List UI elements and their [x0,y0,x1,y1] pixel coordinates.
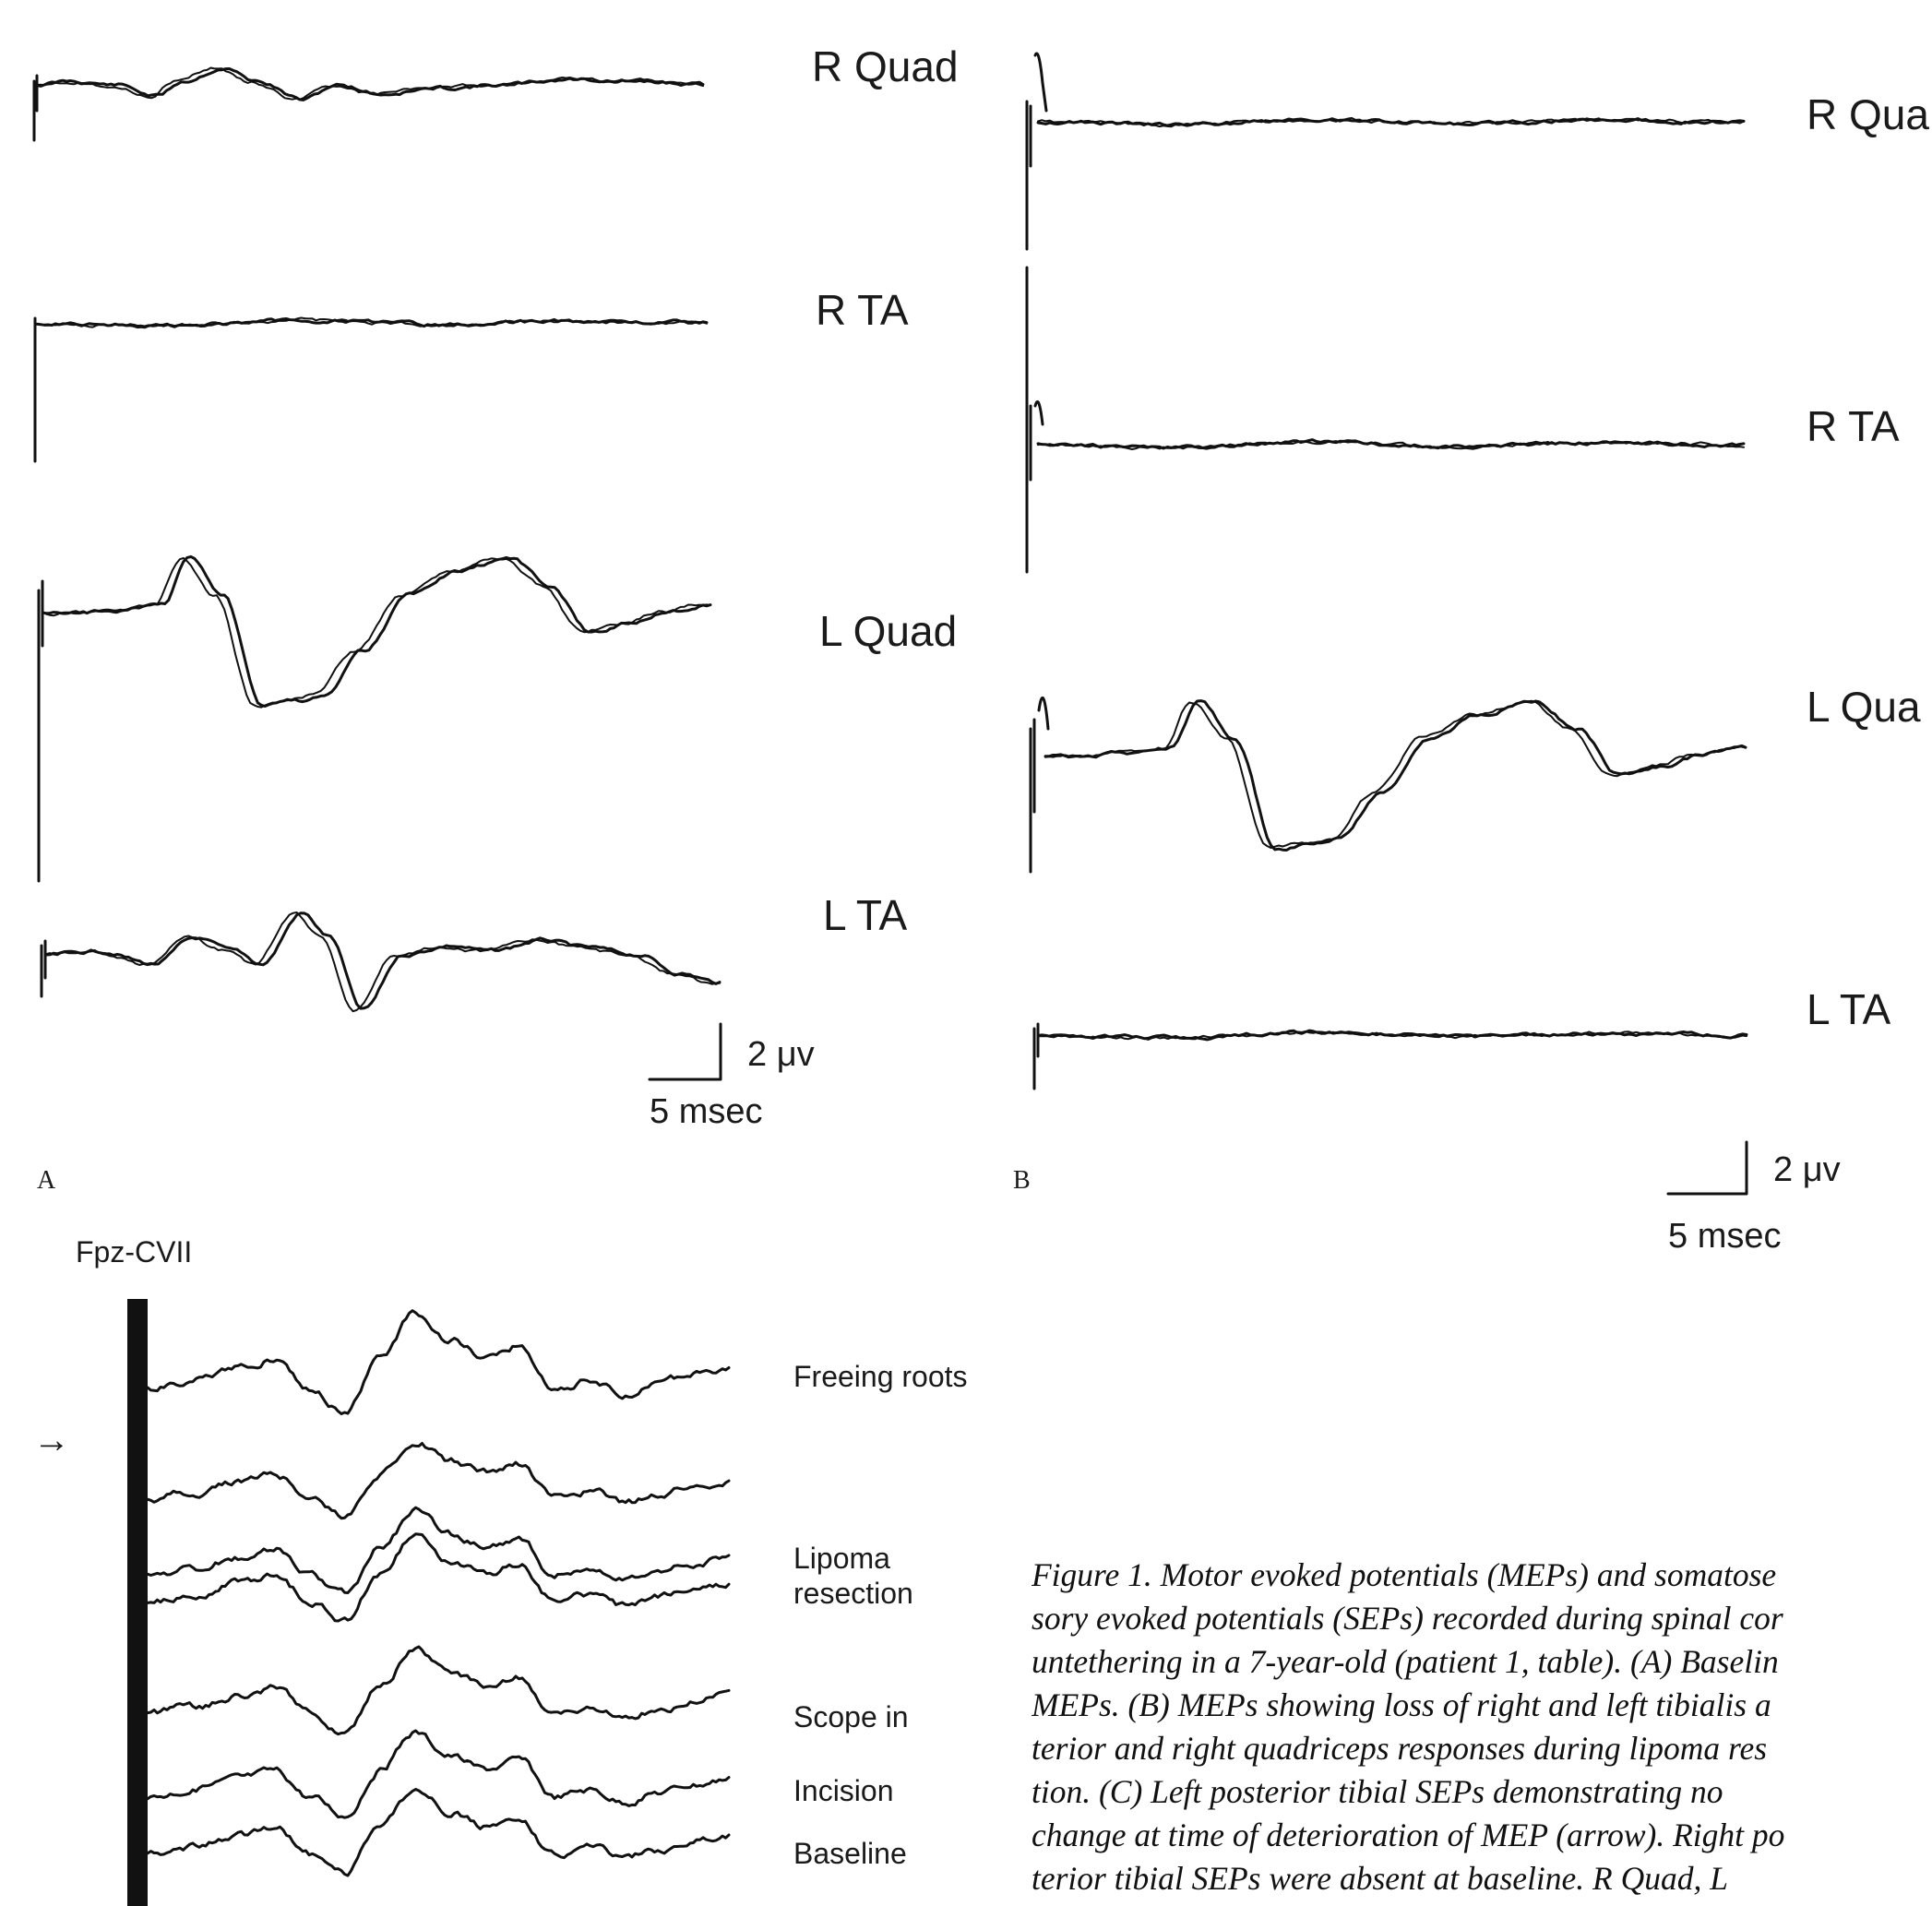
panel-c-label-freeing-roots: Freeing roots [793,1360,968,1393]
caption-line: terior and right quadriceps responses during lipoma res [1032,1730,1768,1767]
panel-b-trace-r-ta [1027,268,1900,572]
panel-a-trace-l-quad-path-1 [42,556,710,706]
panel-c [33,1235,968,1906]
panel-a-trace-r-quad-artifact [34,76,37,140]
panel-a-scale-time: 5 msec [650,1092,763,1131]
panel-a-trace-l-ta [42,891,908,1011]
panel-c-montage-label: Fpz-CVII [76,1235,193,1269]
panel-c-arrow: → [33,1420,70,1460]
panel-a-trace-r-quad [34,42,959,140]
panel-c-trace-freeing-roots [148,1311,729,1414]
panel-a-trace-l-quad-artifact [39,581,42,881]
panel-b-scale-bar [1668,1142,1841,1256]
panel-b-label-r-quad: R Qua [1807,90,1929,138]
panel-b-trace-l-quad [1031,683,1921,872]
caption-line: MEPs. (B) MEPs showing loss of right and left tibialis a [1032,1686,1771,1723]
panel-a-trace-l-quad-path-2 [42,558,710,708]
panel-c-stimulus-bar [127,1299,148,1906]
panel-a-label-r-quad: R Quad [812,42,959,90]
caption-line: change at time of deterioration of MEP (arrow). Right po [1032,1817,1785,1853]
panel-c-trace-baseline [148,1790,729,1876]
caption-line: tion. (C) Left posterior tibial SEPs demonstrating no [1032,1773,1723,1810]
panel-b-scale-bar-lines [1668,1142,1747,1194]
panel-b-trace-l-quad-path-1 [1045,701,1746,851]
panel-b-trace-r-quad-artifact [1027,54,1046,249]
panel-b-trace-r-quad [1027,54,1929,249]
panel-b-scale-time: 5 msec [1668,1217,1782,1256]
panel-b-trace-l-quad-artifact [1031,697,1048,872]
panel-b [1013,54,1929,1256]
figure-caption-text [1032,1554,1932,1900]
caption-line: terior tibial SEPs were absent at baseline. R Quad, L [1032,1860,1728,1897]
panel-b-scale-amplitude: 2 μv [1773,1150,1841,1189]
panel-b-trace-l-quad-path-2 [1045,701,1746,848]
panel-c-label-incision: Incision [793,1774,894,1807]
panel-a-scale-bar-lines [650,1024,721,1079]
panel-b-trace-l-ta [1034,985,1891,1089]
panel-a-scale-bar [650,1024,815,1131]
panel-b-trace-l-ta-artifact [1034,1024,1038,1089]
panel-a-trace-r-ta [35,286,909,461]
panel-a-label-l-quad: L Quad [819,607,958,655]
panel-a-label-r-ta: R TA [816,286,909,334]
panel-c-label-resection: resection [793,1577,913,1610]
caption-line: untethering in a 7-year-old (patient 1, table). (A) Baselin [1032,1643,1779,1680]
panel-a-trace-r-quad-path-2 [37,68,703,100]
panel-a-trace-l-ta-path-1 [46,913,720,1008]
panel-a-trace-l-quad [39,556,957,881]
panel-c-label-baseline: Baseline [793,1837,907,1870]
figure-caption [1032,1554,1932,1906]
panel-c-trace-scope-in [148,1647,729,1734]
panel-a [34,42,959,1195]
panel-b-label-l-quad: L Qua [1807,683,1921,731]
panel-a-trace-l-ta-artifact [42,941,45,996]
caption-line: sory evoked potentials (SEPs) recorded during spinal cor [1032,1600,1783,1637]
panel-b-label-l-ta: L TA [1807,985,1891,1033]
panel-c-label-scope-in: Scope in [793,1700,909,1733]
caption-line: Figure 1. Motor evoked potentials (MEPs) and somatose [1032,1556,1777,1593]
panel-b-letter: B [1013,1166,1031,1195]
panel-b-trace-r-ta-artifact [1027,268,1043,572]
panel-c-label-lipoma: Lipoma [793,1542,890,1575]
panel-a-trace-l-ta-path-2 [46,912,720,1011]
panel-a-label-l-ta: L TA [823,891,908,939]
panel-a-letter: A [37,1166,56,1195]
panel-a-scale-amplitude: 2 μv [747,1035,815,1074]
panel-b-label-r-ta: R TA [1807,402,1900,450]
panel-c-trace-arrow-run [148,1444,729,1519]
